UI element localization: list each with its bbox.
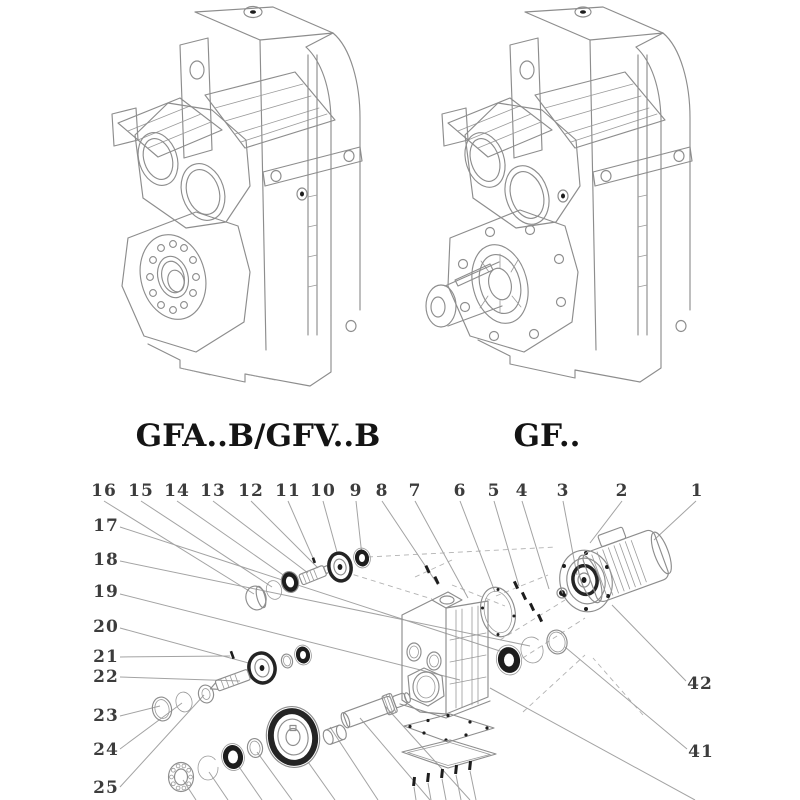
model-label-right: GF.. (513, 418, 581, 454)
callout-16: 16 (91, 481, 117, 501)
callout-9: 9 (349, 481, 363, 501)
flange-bolt-holes (459, 226, 566, 341)
callout-10: 10 (310, 481, 336, 501)
oil-pan (402, 740, 496, 768)
callout-24: 24 (93, 740, 119, 760)
callout-17: 17 (93, 516, 119, 536)
exploded-view-drawing (104, 501, 696, 800)
callout-19: 19 (93, 582, 119, 602)
callout-14: 14 (164, 481, 190, 501)
leader-lines-top (104, 501, 696, 598)
callout-1: 1 (690, 481, 704, 501)
callout-3: 3 (556, 481, 570, 501)
callout-22: 22 (93, 667, 119, 687)
callout-4: 4 (515, 481, 529, 501)
output-bearing-balls (170, 764, 193, 790)
callout-2: 2 (615, 481, 629, 501)
model-label-left: GFA..B/GFV..B (135, 418, 381, 454)
output-shaft (317, 687, 416, 745)
gasket (404, 714, 494, 742)
callout-18: 18 (93, 550, 119, 570)
callout-7: 7 (408, 481, 422, 501)
bearing-ball-ring (147, 241, 200, 314)
callout-21: 21 (93, 647, 119, 667)
leader-lines-right (490, 605, 695, 800)
gearbox-drawing-right (426, 7, 692, 382)
callout-5: 5 (487, 481, 501, 501)
gearbox-drawing-left (112, 7, 362, 387)
callout-6: 6 (453, 481, 467, 501)
callout-11: 11 (275, 481, 301, 501)
gear-housing (400, 592, 490, 718)
callout-20: 20 (93, 617, 119, 637)
callout-15: 15 (128, 481, 154, 501)
callout-13: 13 (200, 481, 226, 501)
callout-8: 8 (375, 481, 389, 501)
callout-23: 23 (93, 706, 119, 726)
callout-42: 42 (687, 674, 713, 694)
callout-41: 41 (688, 742, 714, 762)
callout-12: 12 (238, 481, 264, 501)
callout-25: 25 (93, 778, 119, 798)
second-pinion-shaft (208, 669, 250, 693)
